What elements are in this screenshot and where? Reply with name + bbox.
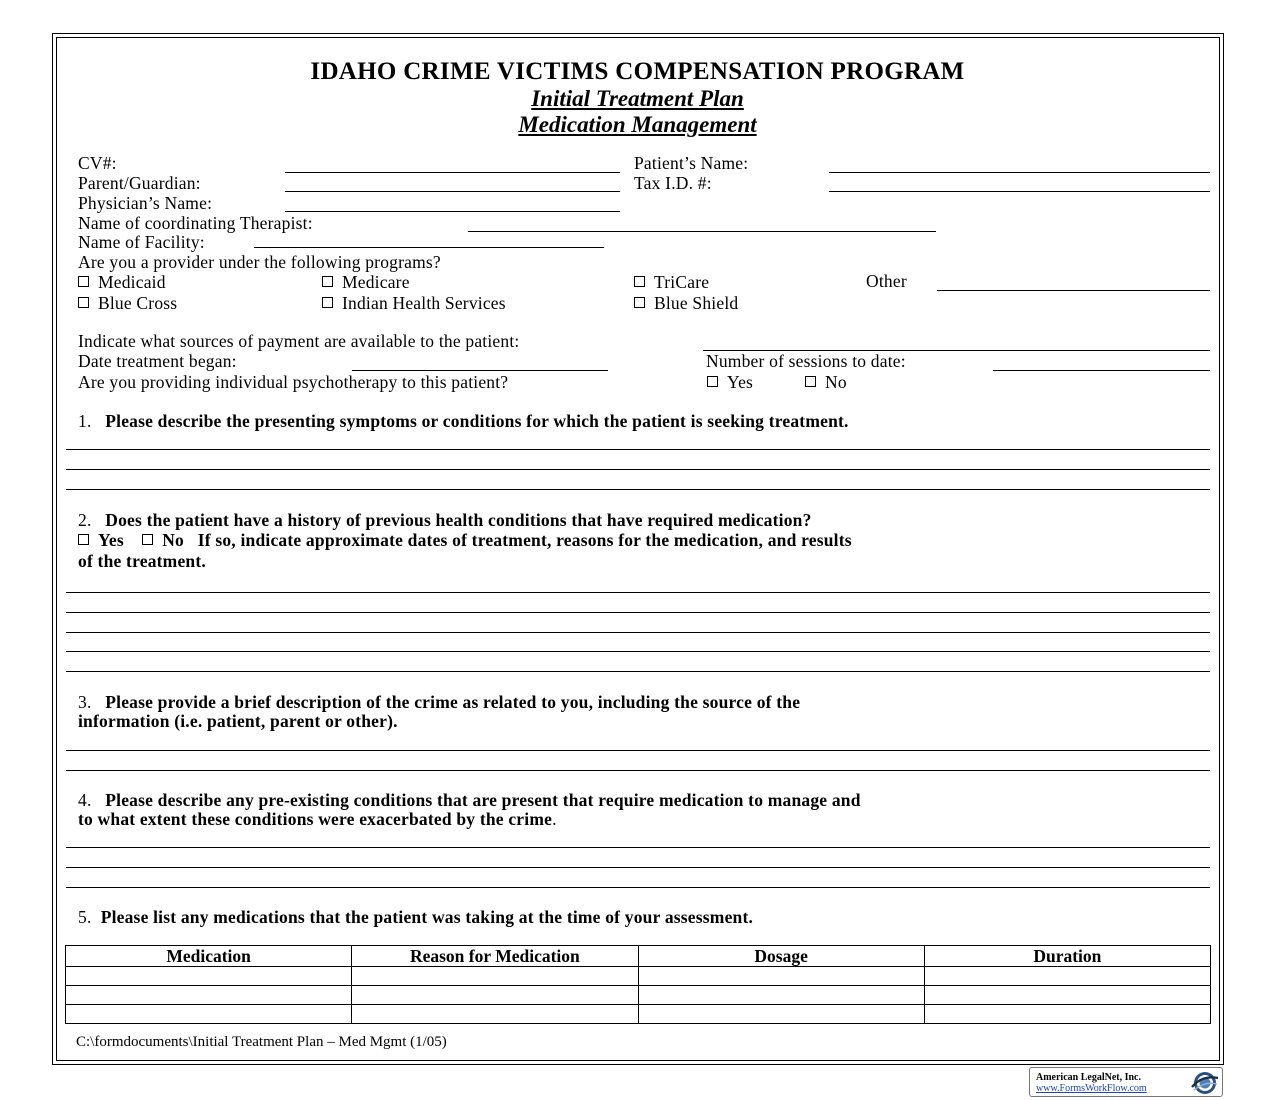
- question-text: Please provide a brief description of the crime as related to you, including the source of the: [105, 692, 801, 712]
- table-cell[interactable]: [66, 986, 352, 1005]
- answer-line[interactable]: [66, 867, 1210, 868]
- question-2-line-2: [78, 530, 852, 550]
- tax-id-label: Tax I.D. #:: [634, 173, 712, 193]
- checkbox-icon: [78, 297, 89, 308]
- column-header-duration: Duration: [924, 946, 1210, 967]
- checkbox-q2-yes[interactable]: [78, 530, 124, 550]
- date-began-label: Date treatment began:: [78, 351, 237, 371]
- medicaid-label: Medicaid: [98, 272, 166, 292]
- cv-field[interactable]: [285, 172, 620, 173]
- blue-cross-label: Blue Cross: [98, 293, 178, 313]
- table-row: [66, 986, 1211, 1005]
- checkbox-icon: [707, 376, 718, 387]
- checkbox-icon: [634, 297, 645, 308]
- answer-line[interactable]: [66, 489, 1210, 490]
- indian-health-label: Indian Health Services: [342, 293, 506, 313]
- question-text: Please describe the presenting symptoms or conditions for which the patient is seeking treatment.: [105, 411, 849, 431]
- question-text: Please list any medications that the patient was taking at the time of your assessment.: [100, 907, 754, 927]
- facility-label: Name of Facility:: [78, 232, 205, 252]
- form-subtitle: Initial Treatment Plan: [531, 86, 744, 111]
- question-number: 3.: [78, 692, 92, 712]
- table-cell[interactable]: [638, 1005, 924, 1024]
- question-2: [78, 510, 812, 530]
- sessions-label: Number of sessions to date:: [706, 351, 906, 371]
- answer-line[interactable]: [66, 449, 1210, 450]
- globe-icon: [1188, 1069, 1220, 1096]
- checkbox-icon: [805, 376, 816, 387]
- column-header-dosage: Dosage: [638, 946, 924, 967]
- answer-line[interactable]: [66, 671, 1210, 672]
- answer-line[interactable]: [66, 651, 1210, 652]
- checkbox-psychotherapy-yes[interactable]: [707, 372, 753, 392]
- table-header-row: [66, 946, 1211, 967]
- question-text: Please describe any pre-existing conditions that are present that require medication to manage and: [105, 790, 861, 810]
- answer-line[interactable]: [66, 612, 1210, 613]
- checkbox-blue-shield[interactable]: [634, 293, 738, 313]
- checkbox-psychotherapy-no[interactable]: [805, 372, 847, 392]
- answer-line[interactable]: [66, 847, 1210, 848]
- answer-line[interactable]: [66, 632, 1210, 633]
- document-path: C:\formdocuments\Initial Treatment Plan – Med Mgmt (1/05): [76, 1034, 447, 1050]
- medicare-label: Medicare: [342, 272, 410, 292]
- column-header-medication: Medication: [66, 946, 352, 967]
- question-1: [78, 411, 849, 431]
- answer-line[interactable]: [66, 469, 1210, 470]
- question-text: to what extent these conditions were exacerbated by the crime: [78, 809, 553, 829]
- question-text: Does the patient have a history of previous health conditions that have required medication?: [105, 510, 812, 530]
- checkbox-icon: [322, 276, 333, 287]
- checkbox-tricare[interactable]: [634, 272, 709, 292]
- checkbox-medicaid[interactable]: [78, 272, 166, 292]
- blue-shield-label: Blue Shield: [654, 293, 739, 313]
- tax-id-field[interactable]: [829, 191, 1210, 192]
- psychotherapy-question: Are you providing individual psychotherapy to this patient?: [78, 372, 509, 392]
- question-3-line-2: information (i.e. patient, parent or other).: [78, 711, 398, 731]
- table-cell[interactable]: [352, 967, 638, 986]
- question-5: [78, 907, 753, 927]
- coordinating-therapist-field[interactable]: [468, 231, 936, 232]
- checkbox-icon: [142, 534, 153, 545]
- table-row: [66, 967, 1211, 986]
- logo-website-link[interactable]: www.FormsWorkFlow.com: [1036, 1083, 1147, 1094]
- answer-line[interactable]: [66, 770, 1210, 771]
- payment-sources-label: Indicate what sources of payment are available to the patient:: [78, 331, 520, 351]
- no-label: No: [825, 372, 847, 392]
- table-cell[interactable]: [924, 1005, 1210, 1024]
- answer-line[interactable]: [66, 750, 1210, 751]
- answer-line[interactable]: [66, 592, 1210, 593]
- table-cell[interactable]: [638, 986, 924, 1005]
- date-began-field[interactable]: [352, 370, 608, 371]
- question-4-line-2: [78, 809, 557, 829]
- programs-question: Are you a provider under the following programs?: [78, 252, 441, 272]
- publisher-logo: [1029, 1067, 1223, 1097]
- program-title: IDAHO CRIME VICTIMS COMPENSATION PROGRAM: [310, 58, 965, 85]
- question-2-line-3: of the treatment.: [78, 551, 206, 571]
- tricare-label: TriCare: [654, 272, 710, 292]
- yes-label: Yes: [98, 530, 124, 550]
- sessions-field[interactable]: [993, 370, 1210, 371]
- table-cell[interactable]: [352, 986, 638, 1005]
- no-label: No: [162, 530, 184, 550]
- checkbox-medicare[interactable]: [322, 272, 410, 292]
- answer-line[interactable]: [66, 887, 1210, 888]
- parent-guardian-label: Parent/Guardian:: [78, 173, 201, 193]
- other-field[interactable]: [937, 290, 1210, 291]
- question-3: [78, 692, 800, 712]
- table-row: [66, 1005, 1211, 1024]
- physician-name-field[interactable]: [285, 211, 620, 212]
- table-cell[interactable]: [924, 986, 1210, 1005]
- question-4: [78, 790, 861, 810]
- column-header-reason: Reason for Medication: [352, 946, 638, 967]
- table-cell[interactable]: [924, 967, 1210, 986]
- medications-table: [65, 945, 1211, 1024]
- checkbox-icon: [634, 276, 645, 287]
- checkbox-indian-health[interactable]: [322, 293, 506, 313]
- logo-company-name: American LegalNet, Inc.: [1036, 1072, 1141, 1083]
- patient-name-label: Patient’s Name:: [634, 153, 749, 173]
- checkbox-q2-no[interactable]: [142, 530, 184, 550]
- patient-name-field[interactable]: [829, 172, 1210, 173]
- question-number: 4.: [78, 790, 92, 810]
- form-subtitle-2: Medication Management: [518, 112, 757, 137]
- checkbox-icon: [322, 297, 333, 308]
- question-number: 5.: [78, 907, 92, 927]
- cv-label: CV#:: [78, 153, 117, 173]
- table-cell[interactable]: [352, 1005, 638, 1024]
- checkbox-icon: [78, 534, 89, 545]
- table-cell[interactable]: [638, 967, 924, 986]
- parent-guardian-field[interactable]: [285, 191, 620, 192]
- table-cell[interactable]: [66, 1005, 352, 1024]
- checkbox-icon: [78, 276, 89, 287]
- question-number: 1.: [78, 411, 92, 431]
- checkbox-blue-cross[interactable]: [78, 293, 177, 313]
- yes-label: Yes: [727, 372, 754, 392]
- question-text: If so, indicate approximate dates of treatment, reasons for the medication, and results: [197, 530, 852, 550]
- coordinating-therapist-label: Name of coordinating Therapist:: [78, 213, 313, 233]
- question-number: 2.: [78, 510, 92, 530]
- table-cell[interactable]: [66, 967, 352, 986]
- other-label: Other: [866, 271, 907, 291]
- physician-name-label: Physician’s Name:: [78, 193, 213, 213]
- facility-field[interactable]: [254, 247, 604, 248]
- question-period: .: [552, 809, 557, 829]
